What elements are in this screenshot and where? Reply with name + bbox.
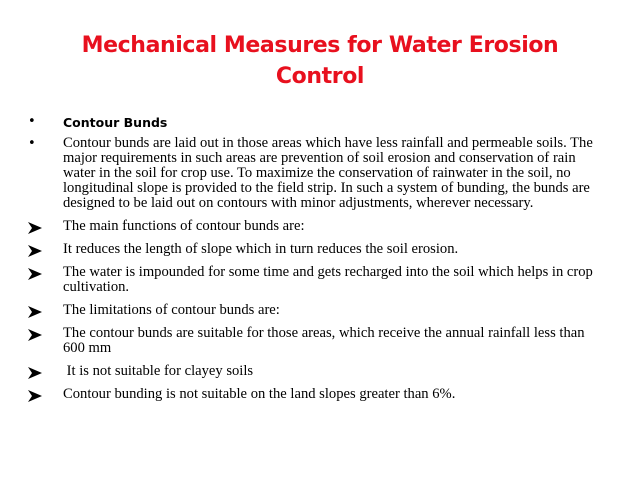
arrow-item-text: Contour bunding is not suitable on the land slopes greater than 6%. bbox=[63, 386, 456, 402]
arrow-item-functions-heading bbox=[28, 219, 610, 234]
arrow-item-text: The limitations of contour bunds are: bbox=[63, 302, 280, 318]
bullet-icon: • bbox=[28, 114, 36, 129]
bullet-icon: • bbox=[28, 136, 36, 151]
bullet-text: Contour bunds are laid out in those areas which have less rainfall and permeable soils. The major requirements in such areas are prevention of soil erosion and conservation of rain water in the soil for crop use. To maximize the conservation of rainwater in the soil, no longitudinal slope is provided to the field strip. In such a system of bunding, the bunds are designed to be laid out on contours with minor adjustments, wherever necessary. bbox=[63, 135, 593, 211]
arrow-item-rainfall-limit bbox=[28, 326, 610, 356]
slide-title bbox=[60, 30, 580, 92]
arrow-bullet-icon bbox=[28, 219, 58, 234]
arrow-bullet-icon bbox=[28, 364, 58, 379]
arrow-item-text: The contour bunds are suitable for those areas, which receive the annual rainfall less than 600 mm bbox=[63, 325, 585, 356]
arrow-bullet-icon bbox=[28, 242, 58, 257]
bullet-text: Contour Bunds bbox=[63, 115, 168, 130]
bullet-item-description bbox=[28, 136, 610, 211]
arrow-item-water-impounded bbox=[28, 265, 610, 295]
arrow-bullet-icon bbox=[28, 326, 58, 341]
arrow-item-text: It reduces the length of slope which in turn reduces the soil erosion. bbox=[63, 241, 459, 257]
arrow-item-slope-length bbox=[28, 242, 610, 257]
arrow-item-text: The main functions of contour bunds are: bbox=[63, 218, 305, 234]
slide-title-line-2: Control bbox=[275, 64, 365, 89]
arrow-bullet-icon bbox=[28, 303, 58, 318]
arrow-item-clayey-soils bbox=[28, 364, 610, 379]
arrow-item-limitations-heading bbox=[28, 303, 610, 318]
arrow-item-land-slopes bbox=[28, 387, 610, 402]
slide-title-line-1: Mechanical Measures for Water Erosion bbox=[81, 33, 559, 58]
arrow-bullet-icon bbox=[28, 387, 58, 402]
arrow-bullet-icon bbox=[28, 265, 58, 280]
arrow-item-text: The water is impounded for some time and gets recharged into the soil which helps in crop cultivation. bbox=[63, 264, 593, 295]
arrow-item-text: It is not suitable for clayey soils bbox=[63, 363, 254, 379]
slide-body bbox=[28, 114, 610, 402]
bullet-item-contour-bunds bbox=[28, 114, 610, 132]
